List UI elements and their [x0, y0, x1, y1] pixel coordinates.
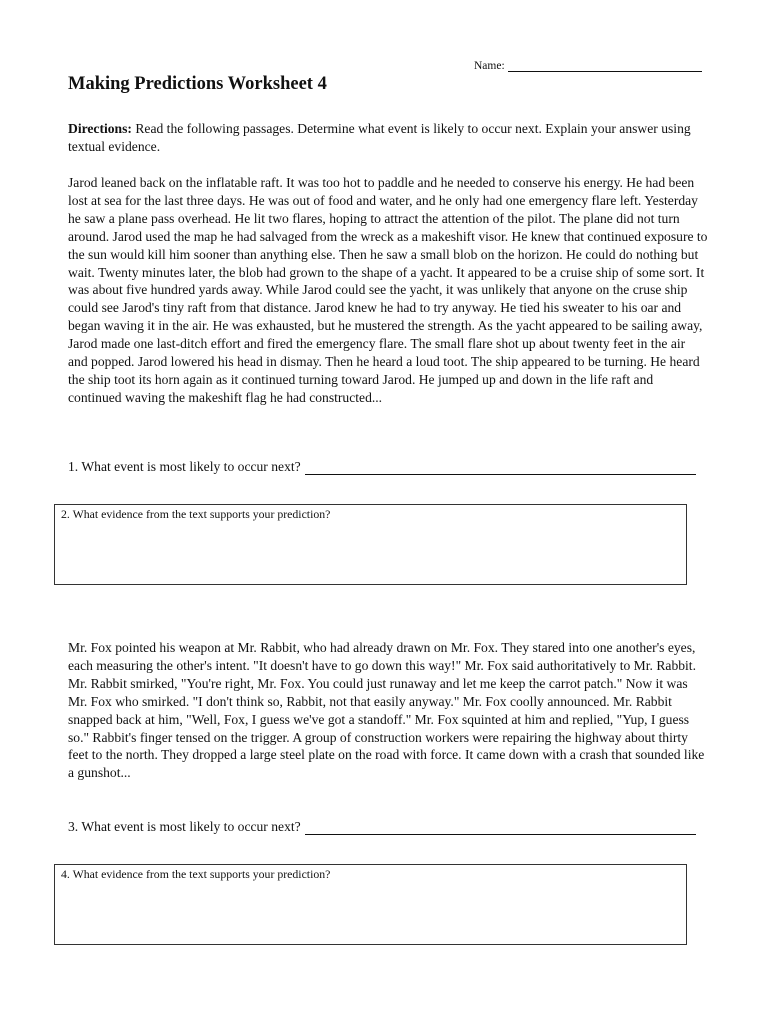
- passage-fox-rabbit: Mr. Fox pointed his weapon at Mr. Rabbit, who had already drawn on Mr. Fox. They stared into one another's eyes, each measuring the other's intent. "It doesn't have to go down this way!" Mr. Fox said authoritatively to Mr. Rabbit. Mr. Rabbit smirked, "You're right, Mr. Fox. You could just runaway and let me keep the carrot patch." Now it was Mr. Fox who smirked. "I don't think so, Rabbit, not that easily anyway." Mr. Fox coolly announced. Mr. Rabbit snapped back at him, "Well, Fox, I guess we've got a standoff." Mr. Fox squinted at him and replied, "Yup, I guess so." Rabbit's finger tensed on the trigger. A group of construction workers were repairing the highway about thirty feet to the north. They dropped a large steel plate on the road with force. It came down with a crash that sounded like a gunshot...: [68, 640, 705, 781]
- directions: [68, 120, 708, 156]
- question-3: [68, 819, 696, 835]
- evidence-prompt-4: 4. What evidence from the text supports your prediction?: [61, 867, 331, 881]
- name-blank-line: [508, 59, 702, 72]
- evidence-prompt-2: 2. What evidence from the text supports your prediction?: [61, 507, 331, 521]
- name-field-row: [474, 59, 702, 72]
- worksheet-title: Making Predictions Worksheet 4: [68, 74, 327, 94]
- question-3-answer-line: [305, 820, 696, 835]
- evidence-box-2: [54, 504, 687, 585]
- passage-jarod: Jarod leaned back on the inflatable raft. It was too hot to paddle and he needed to conserve his energy. He had been lost at sea for the last three days. He was out of food and water, and he only had one emergency flare left. Yesterday he saw a plane pass overhead. He lit two flares, hoping to attract the attention of the pilot. The plane did not turn around. Jarod used the map he had salvaged from the wreck as a makeshift visor. He knew that continued exposure to the sun would kill him sooner than anything else. Then he saw a small blob on the horizon. He could do nothing but wait. Twenty minutes later, the blob had grown to the shape of a yacht. It appeared to be a cruise ship of some sort. It was about five hundred yards away. While Jarod could see the yacht, it was unlikely that anyone on the cruse ship could see Jarod's tiny raft from that distance. Jarod knew he had to try anyway. He tied his sweater to his oar and began waving it in the air. He was exhausted, but he mustered the strength. As the yacht appeared to be sailing away, Jarod made one last-ditch effort and fired the emergency flare. The small flare shot up about twenty feet in the air and popped. Jarod lowered his head in dismay. Then he heard a loud toot. The ship appeared to be turning. He heard the ship toot its horn again as it continued turning toward Jarod. He jumped up and down in the life raft and continued waving the makeshift flag he had constructed...: [68, 175, 708, 405]
- directions-text: Read the following passages. Determine what event is likely to occur next. Explain your answer using textual evidence.: [68, 121, 691, 154]
- question-3-text: 3. What event is most likely to occur next?: [68, 819, 301, 834]
- question-1-text: 1. What event is most likely to occur next?: [68, 459, 301, 474]
- name-label: Name:: [474, 60, 505, 72]
- question-1: [68, 459, 696, 475]
- question-1-answer-line: [305, 460, 696, 475]
- evidence-box-4: [54, 864, 687, 945]
- directions-label: Directions:: [68, 121, 132, 136]
